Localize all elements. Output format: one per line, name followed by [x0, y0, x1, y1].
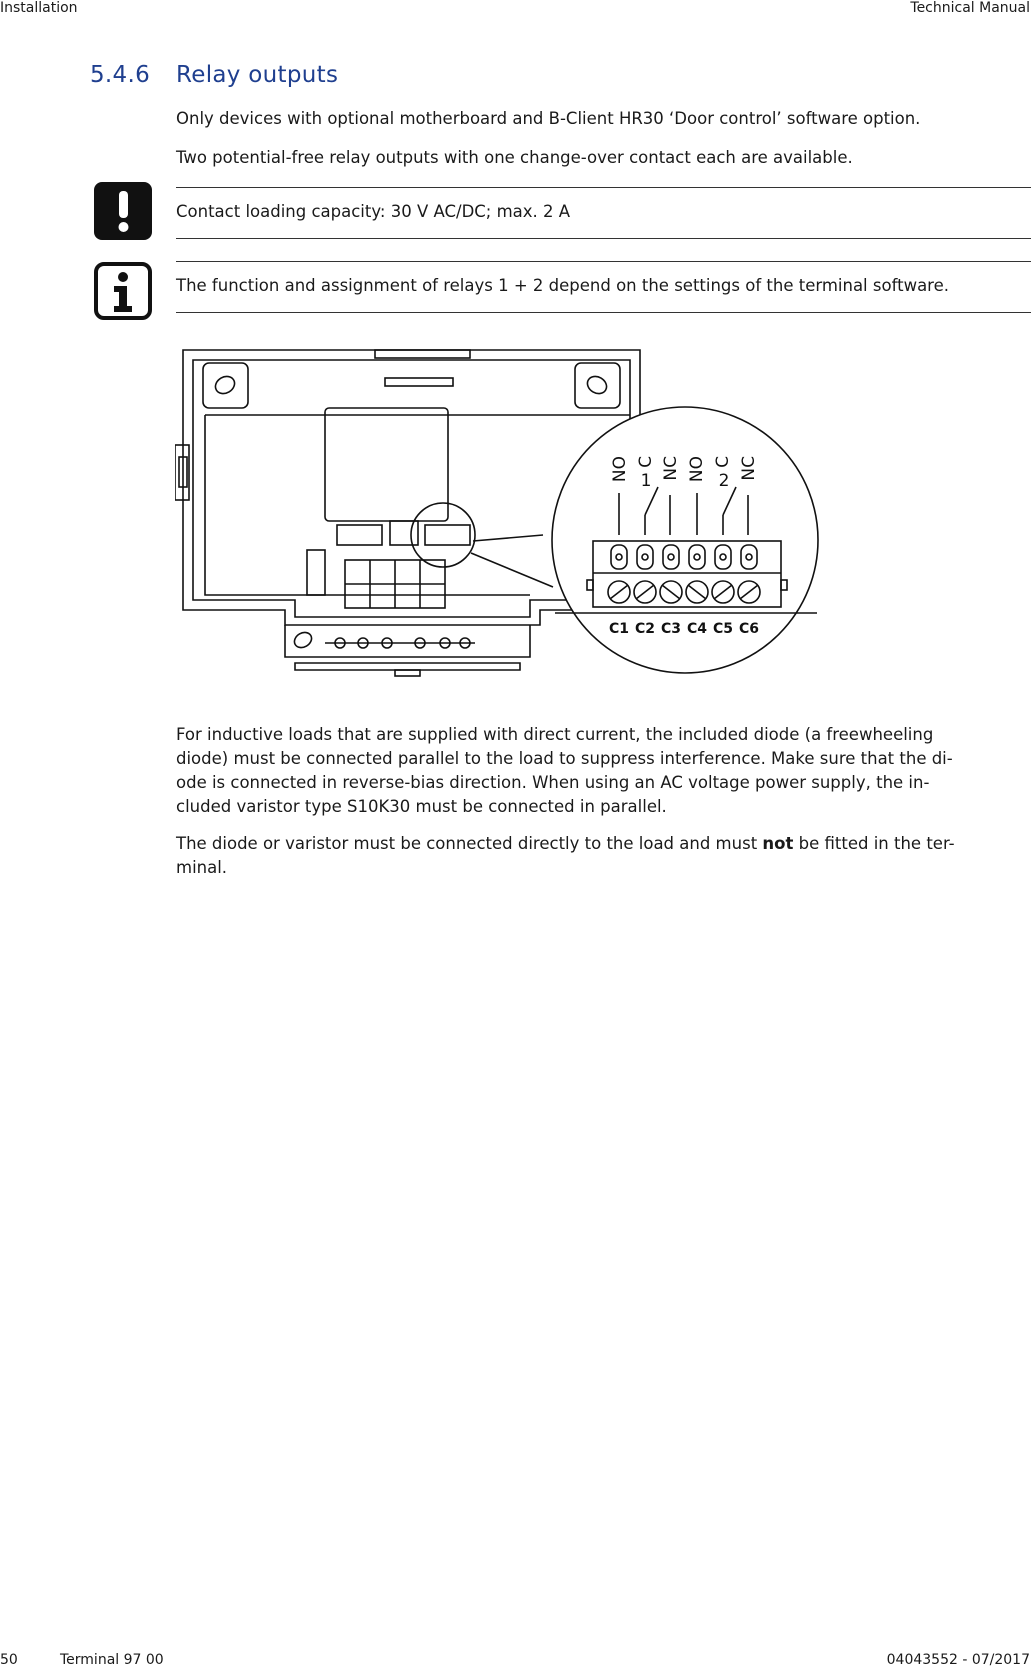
paragraph-inductive-loads — [176, 723, 1026, 819]
diode-varistor-emphasis: not — [762, 834, 794, 853]
header-chapter: Installation — [0, 0, 78, 16]
inductive-loads-line-1: For inductive loads that are supplied with direct current, the included diode (a freewheeling — [176, 725, 934, 744]
contact-label-c-2: C — [713, 456, 733, 468]
contact-label-nc-1: NC — [661, 456, 681, 481]
exclamation-icon — [94, 182, 152, 240]
warning-notice — [176, 187, 1031, 239]
diode-varistor-line-2: minal. — [176, 858, 228, 877]
contact-label-no-2: NO — [687, 456, 707, 483]
terminal-label-c3: C3 — [660, 621, 682, 637]
relay-number-1: 1 — [640, 471, 652, 491]
page-number: 50 — [0, 1652, 18, 1668]
paragraph-diode-varistor — [176, 832, 1026, 880]
paragraph-relay-outputs: Two potential-free relay outputs with one change-over contact each are available. — [176, 148, 853, 167]
relay-number-2: 2 — [718, 471, 730, 491]
diode-varistor-line-1 — [176, 832, 1026, 856]
running-header — [0, 0, 1033, 22]
section-title: Relay outputs — [176, 62, 339, 88]
info-notice — [176, 261, 1031, 313]
diode-varistor-text-post: be fitted in the ter- — [793, 834, 955, 853]
inductive-loads-line-2: diode) must be connected parallel to the load to suppress interference. Make sure that the di- — [176, 749, 953, 768]
footer-product: Terminal 97 00 — [60, 1652, 164, 1668]
inductive-loads-line-3: ode is connected in reverse-bias direction. When using an AC voltage power supply, the in- — [176, 773, 930, 792]
contact-label-nc-2: NC — [739, 456, 759, 481]
terminal-label-c2: C2 — [634, 621, 656, 637]
contact-label-no-1: NO — [610, 456, 630, 483]
running-footer — [0, 1652, 1033, 1674]
warning-text: Contact loading capacity: 30 V AC/DC; max. 2 A — [176, 202, 571, 221]
paragraph-optional-motherboard: Only devices with optional motherboard and B-Client HR30 ‘Door control’ software option. — [176, 109, 921, 128]
header-manual-title: Technical Manual — [910, 0, 1030, 16]
terminal-label-c5: C5 — [712, 621, 734, 637]
section-heading — [90, 62, 338, 88]
diode-varistor-text-pre: The diode or varistor must be connected directly to the load and must — [176, 834, 763, 853]
info-text: The function and assignment of relays 1 + 2 depend on the settings of the terminal software. — [176, 276, 949, 295]
terminal-drawing — [175, 345, 825, 677]
terminal-relay-figure — [175, 345, 825, 677]
section-number: 5.4.6 — [90, 62, 151, 88]
terminal-label-c4: C4 — [686, 621, 708, 637]
inductive-loads-line-4: cluded varistor type S10K30 must be connected in parallel. — [176, 797, 667, 816]
contact-label-c-1: C — [636, 456, 656, 468]
terminal-label-c1: C1 — [608, 621, 630, 637]
info-icon — [94, 262, 152, 320]
terminal-label-c6: C6 — [738, 621, 760, 637]
footer-document-code: 04043552 - 07/2017 — [886, 1652, 1030, 1668]
